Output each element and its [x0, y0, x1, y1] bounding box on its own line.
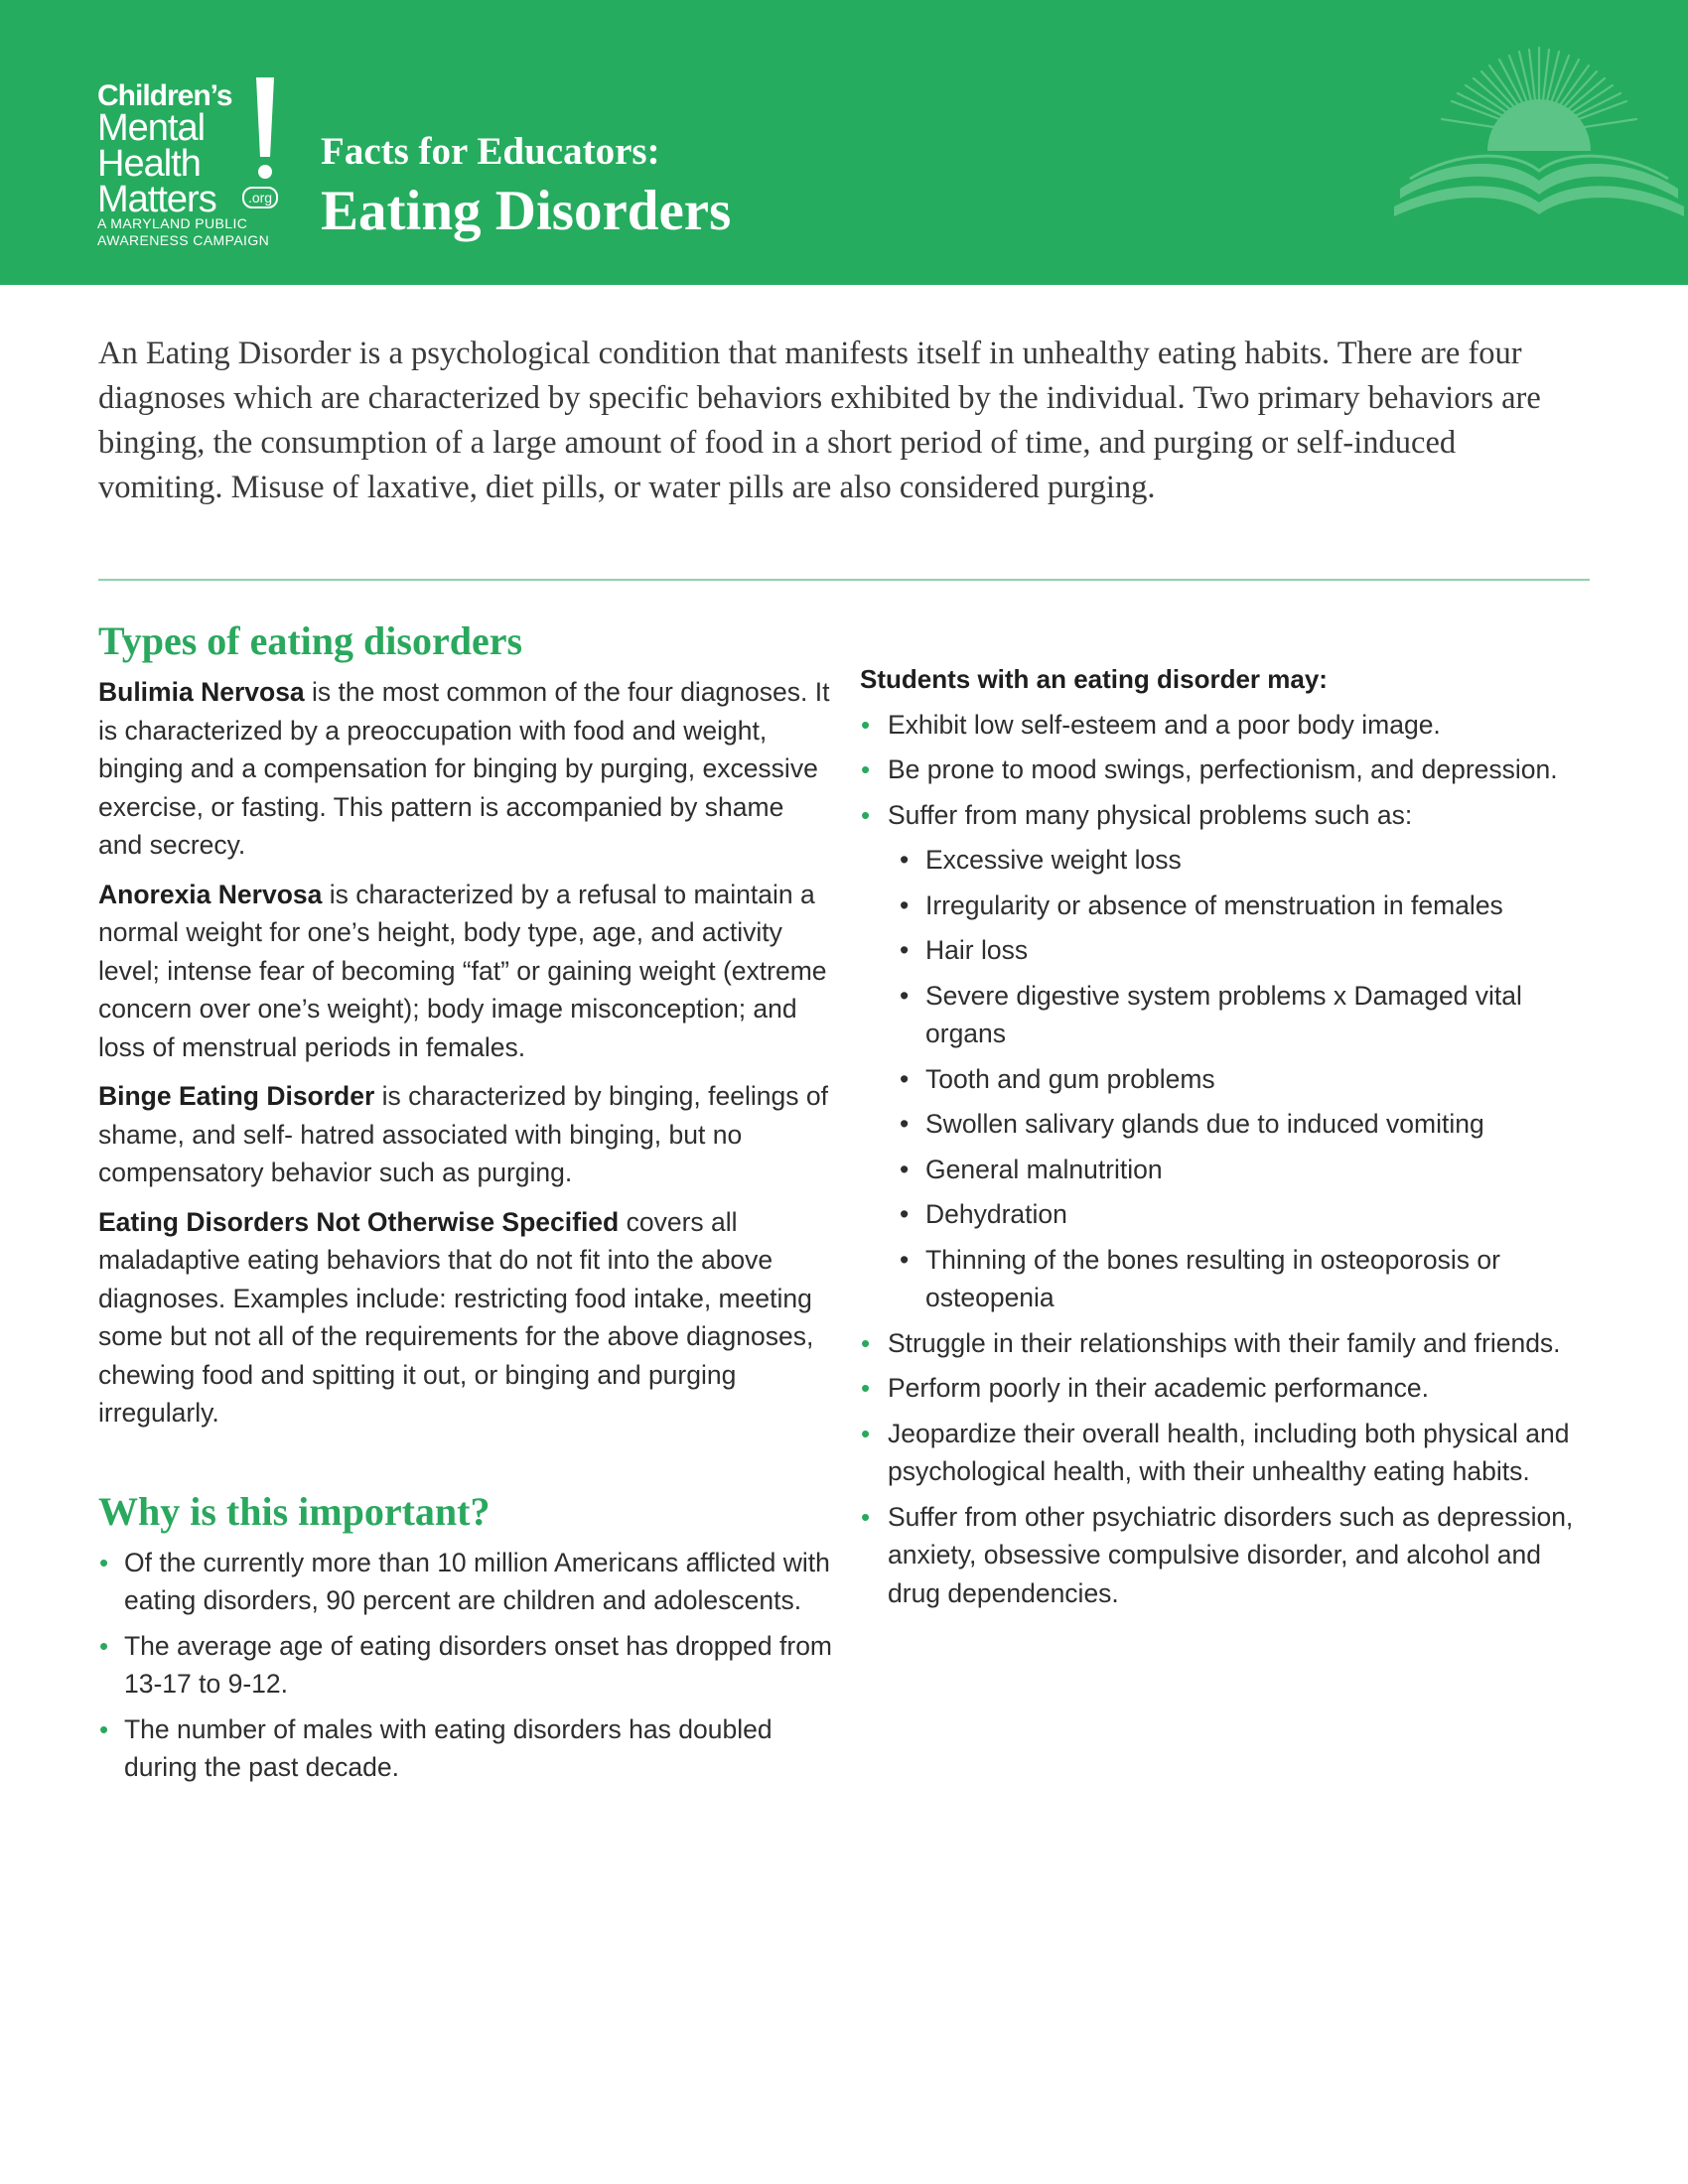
bullet-icon: •	[861, 1418, 871, 1448]
bullet-icon: •	[99, 1547, 109, 1577]
disorder-text: is the most common of the four diagnoses. It is characterized by a preoccupation with food and weight, binging and a compensation for binging by purging, excessive exercise, or fasting. This pattern is accompanied by shame and secrecy.	[98, 677, 830, 860]
bullet-icon: •	[900, 1063, 910, 1094]
disorder-text: covers all maladaptive eating behaviors that do not fit into the above diagnoses. Examples include: restricting food intake, meeting some but not all of the requirements for the above diagnoses, chewing food and spitting it out, or binging and purging irregularly.	[98, 1206, 814, 1428]
exclamation-mark-icon	[254, 77, 276, 185]
right-column	[860, 660, 1597, 1619]
bullet-icon: •	[900, 1244, 910, 1275]
logo-text-line: Mental	[97, 107, 206, 149]
bullet-icon: •	[861, 709, 871, 740]
list-item: • Thinning of the bones resulting in osteoporosis or osteopenia	[884, 1241, 1597, 1317]
list-item: • General malnutrition	[884, 1151, 1597, 1189]
list-item: • Suffer from many physical problems such as: • Excessive weight loss • Irregularity or absence of menstruation in females • Hair loss • Severe digestive system problems x Damaged vital organs • Tooth and gum problems • Swollen salivary glands due to induced vomiting • General malnutrition • Dehydration • Thinning of the bones resulting in osteoporosis or osteopenia	[860, 796, 1597, 1317]
list-item: • Be prone to mood swings, perfectionism, and depression.	[860, 751, 1597, 789]
list-item: • Severe digestive system problems x Damaged vital organs	[884, 977, 1597, 1053]
disorder-term: Anorexia Nervosa	[98, 879, 323, 909]
list-item: • Of the currently more than 10 million Americans afflicted with eating disorders, 90 percent are children and adolescents.	[98, 1544, 833, 1620]
page-title: Eating Disorders	[321, 180, 732, 242]
left-column	[98, 615, 833, 1794]
bullet-icon: •	[900, 1199, 910, 1229]
list-item: • Exhibit low self-esteem and a poor body image.	[860, 706, 1597, 745]
logo-text-line: Health	[97, 143, 201, 185]
disorder-text: is characterized by binging, feelings of shame, and self- hatred associated with binging, but no compensatory behavior such as purging.	[98, 1081, 828, 1187]
disorder-text: is characterized by a refusal to maintain a normal weight for one’s height, body type, age, and activity level; intense fear of becoming “fat” or gaining weight (extreme concern over one’s weight); body image misconception; and loss of menstrual periods in females.	[98, 879, 827, 1062]
list-item: • Irregularity or absence of menstruation in females	[884, 887, 1597, 925]
list-item: • Tooth and gum problems	[884, 1060, 1597, 1099]
disorder-description	[98, 1077, 833, 1192]
list-item: • Dehydration	[884, 1195, 1597, 1234]
list-item: • Struggle in their relationships with their family and friends.	[860, 1324, 1597, 1363]
importance-heading: Why is this important?	[98, 1488, 491, 1534]
bullet-icon: •	[900, 889, 910, 920]
disorder-description	[98, 876, 833, 1067]
list-item: • Excessive weight loss	[884, 841, 1597, 880]
students-list	[860, 706, 1597, 1613]
physical-problems-list	[884, 841, 1597, 1317]
students-heading: Students with an eating disorder may:	[860, 664, 1328, 694]
logo-text-line: Children’s	[97, 79, 232, 112]
bullet-icon: •	[861, 754, 871, 784]
list-item: • The number of males with eating disorders has doubled during the past decade.	[98, 1710, 833, 1787]
open-book-sunrise-icon	[1390, 40, 1688, 238]
list-item: • Hair loss	[884, 931, 1597, 970]
disorder-term: Bulimia Nervosa	[98, 677, 305, 707]
logo-tagline: AWARENESS CAMPAIGN	[97, 232, 270, 248]
section-divider	[98, 579, 1590, 581]
importance-list	[98, 1544, 833, 1787]
list-item: • Suffer from other psychiatric disorders such as depression, anxiety, obsessive compulsive disorder, and alcohol and drug dependencies.	[860, 1498, 1597, 1613]
intro-paragraph: An Eating Disorder is a psychological condition that manifests itself in unhealthy eating habits. There are four diagnoses which are characterized by specific behaviors exhibited by the individual. Two primary behaviors are binging, the consumption of a large amount of food in a short period of time, and purging or self-induced vomiting. Misuse of laxative, diet pills, or water pills are also considered purging.	[98, 336, 1541, 505]
types-heading: Types of eating disorders	[98, 618, 523, 663]
bullet-icon: •	[900, 980, 910, 1011]
disorder-description	[98, 673, 833, 865]
bullet-icon: •	[900, 845, 910, 875]
bullet-icon: •	[861, 1373, 871, 1403]
bullet-icon: •	[900, 935, 910, 965]
header-banner	[0, 0, 1688, 285]
logo-org-badge: .org	[242, 187, 278, 208]
logo-tagline: A MARYLAND PUBLIC	[97, 215, 248, 231]
bullet-icon: •	[99, 1713, 109, 1744]
list-item: • The average age of eating disorders onset has dropped from 13-17 to 9-12.	[98, 1627, 833, 1704]
header-kicker: Facts for Educators:	[321, 130, 660, 173]
bullet-icon: •	[861, 1327, 871, 1358]
disorder-term: Eating Disorders Not Otherwise Specified	[98, 1206, 620, 1237]
disorder-term: Binge Eating Disorder	[98, 1081, 375, 1111]
disorder-description	[98, 1203, 833, 1433]
list-item: • Perform poorly in their academic performance.	[860, 1369, 1597, 1408]
brand-logo[interactable]	[97, 75, 286, 250]
list-item: • Swollen salivary glands due to induced vomiting	[884, 1105, 1597, 1144]
bullet-icon: •	[99, 1630, 109, 1661]
bullet-icon: •	[861, 1501, 871, 1532]
bullet-icon: •	[900, 1109, 910, 1139]
list-item: • Jeopardize their overall health, including both physical and psychological health, with their unhealthy eating habits.	[860, 1415, 1597, 1491]
bullet-icon: •	[900, 1154, 910, 1184]
logo-text-line: Matters	[97, 179, 216, 220]
bullet-icon: •	[861, 799, 871, 830]
